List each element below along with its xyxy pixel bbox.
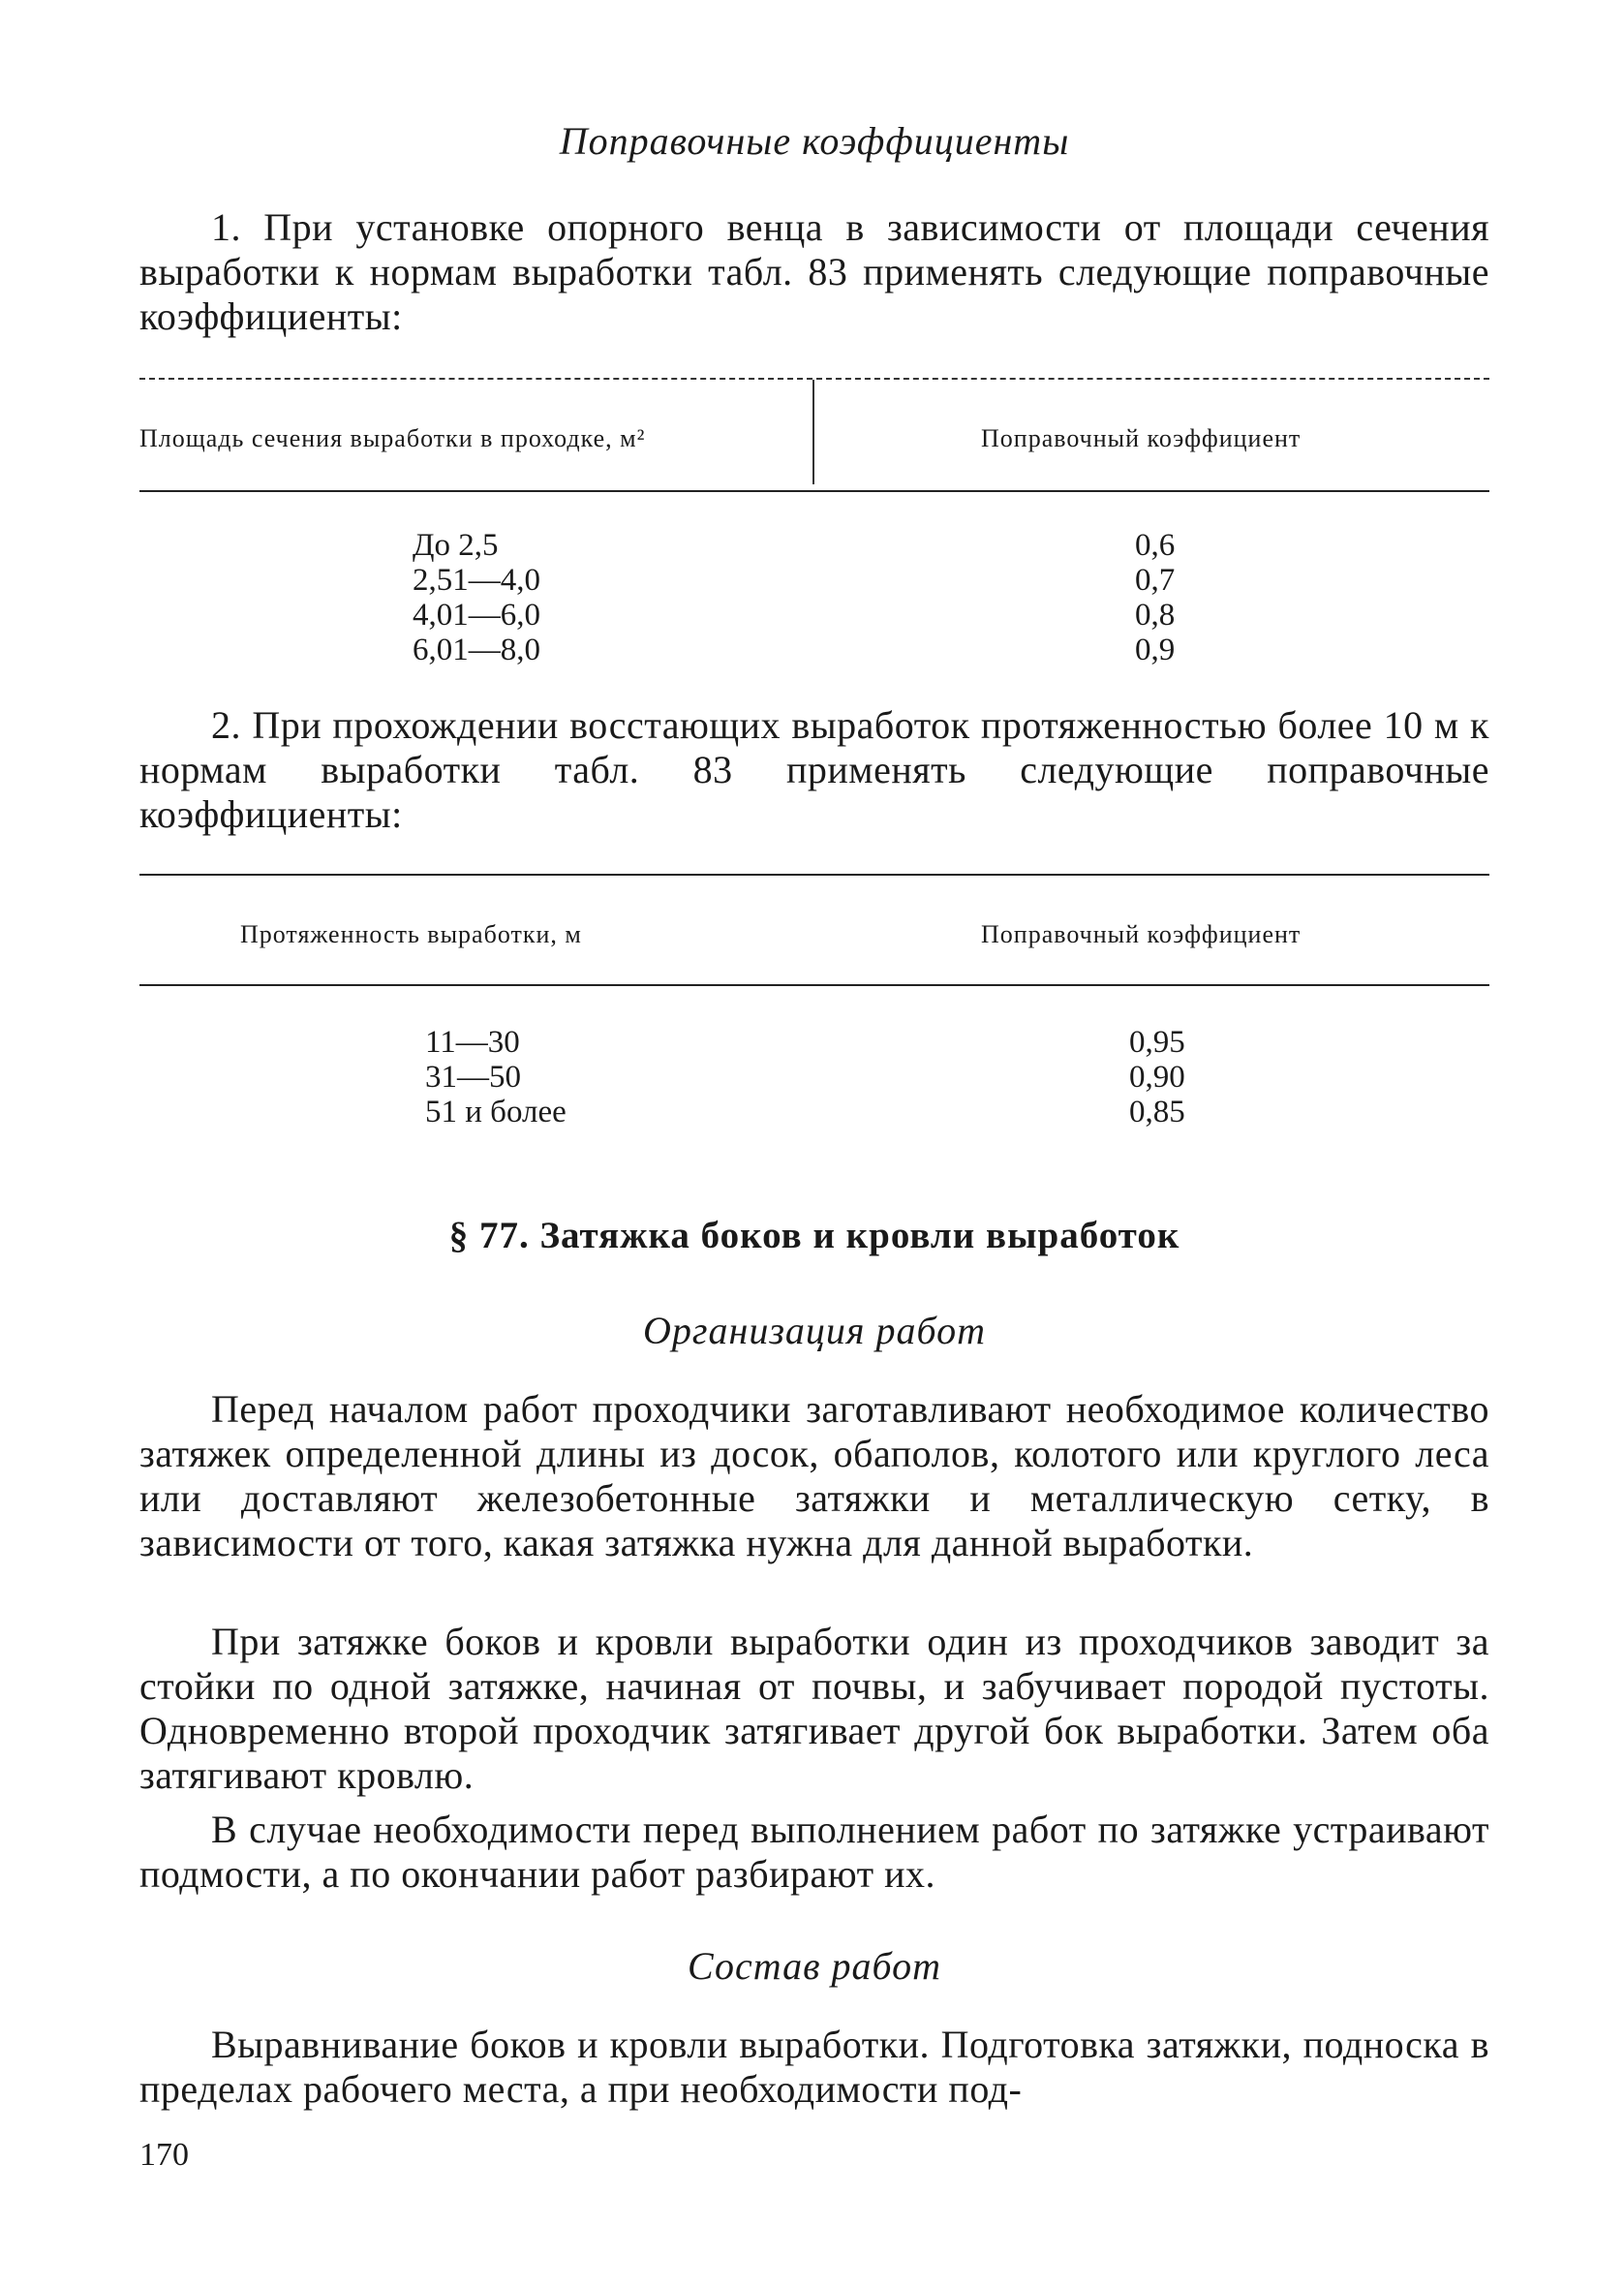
section-title: § 77. Затяжка боков и кровли выработок (448, 1215, 1180, 1256)
table-row-coef: 0,7 (1135, 563, 1176, 598)
table-2-header-rule (139, 984, 1489, 986)
table-row-length: 51 и более (425, 1095, 567, 1129)
paragraph-5: В случае необходимости перед выполнением работ по затяжке устраивают подмости, а по окончании работ разбирают их. (139, 1808, 1489, 1896)
table-1-top-rule (139, 378, 1489, 380)
table-2-header-coefficient: Поправочный коэффициент (981, 920, 1302, 948)
table-row-coef: 0,9 (1135, 633, 1176, 667)
table-row-coef: 0,8 (1135, 598, 1176, 633)
table-1-header-rule (139, 490, 1489, 492)
table-row-area: 4,01—6,0 (413, 598, 540, 633)
table-row-area: 2,51—4,0 (413, 563, 540, 598)
paragraph-1: 1. При установке опорного венца в зависимости от площади сечения выработки к нормам выработки табл. 83 применять следующие поправочные коэффициенты: (139, 205, 1489, 338)
heading-work-composition: Состав работ (688, 1944, 941, 1988)
table-row-length: 31—50 (425, 1060, 521, 1095)
table-row-coef: 0,95 (1129, 1025, 1185, 1060)
paragraph-2: 2. При прохождении восстающих выработок протяженностью более 10 м к нормам выработки табл. 83 применять следующие поправочные коэффициенты: (139, 703, 1489, 836)
paragraph-6: Выравнивание боков и кровли выработки. Подготовка затяжки, подноска в пределах рабочего места, а при необходимости под- (139, 2023, 1489, 2111)
table-1-header-area: Площадь сечения выработки в проходке, м² (139, 424, 646, 452)
table-row-length: 11—30 (425, 1025, 520, 1060)
paragraph-4: При затяжке боков и кровли выработки один из проходчиков заводит за стойки по одной затяжке, начиная от почвы, и забучивает породой пустоты. Одновременно второй проходчик затягивает другой бок выработки. Затем оба затягивают кровлю. (139, 1620, 1489, 1797)
table-row-coef: 0,85 (1129, 1095, 1185, 1129)
table-2-top-rule (139, 874, 1489, 876)
table-1-header-coefficient: Поправочный коэффициент (981, 424, 1302, 452)
table-2-header-length: Протяженность выработки, м (240, 920, 582, 948)
table-row-coef: 0,6 (1135, 528, 1176, 563)
table-1-column-separator (812, 380, 814, 484)
table-row-area: 6,01—8,0 (413, 633, 540, 667)
table-row-area: До 2,5 (413, 528, 499, 563)
table-row-coef: 0,90 (1129, 1060, 1185, 1095)
paragraph-3: Перед началом работ проходчики заготавливают необходимое количество затяжек определенной длины из досок, обаполов, колотого или круглого леса или доставляют железобетонные затяжки и металлическую сетку, в зависимости от того, какая затяжка нужна для данной выработки. (139, 1387, 1489, 1564)
heading-work-organization: Организация работ (642, 1309, 986, 1352)
page-number: 170 (139, 2137, 189, 2173)
heading-correction-coefficients: Поправочные коэффициенты (559, 119, 1070, 163)
